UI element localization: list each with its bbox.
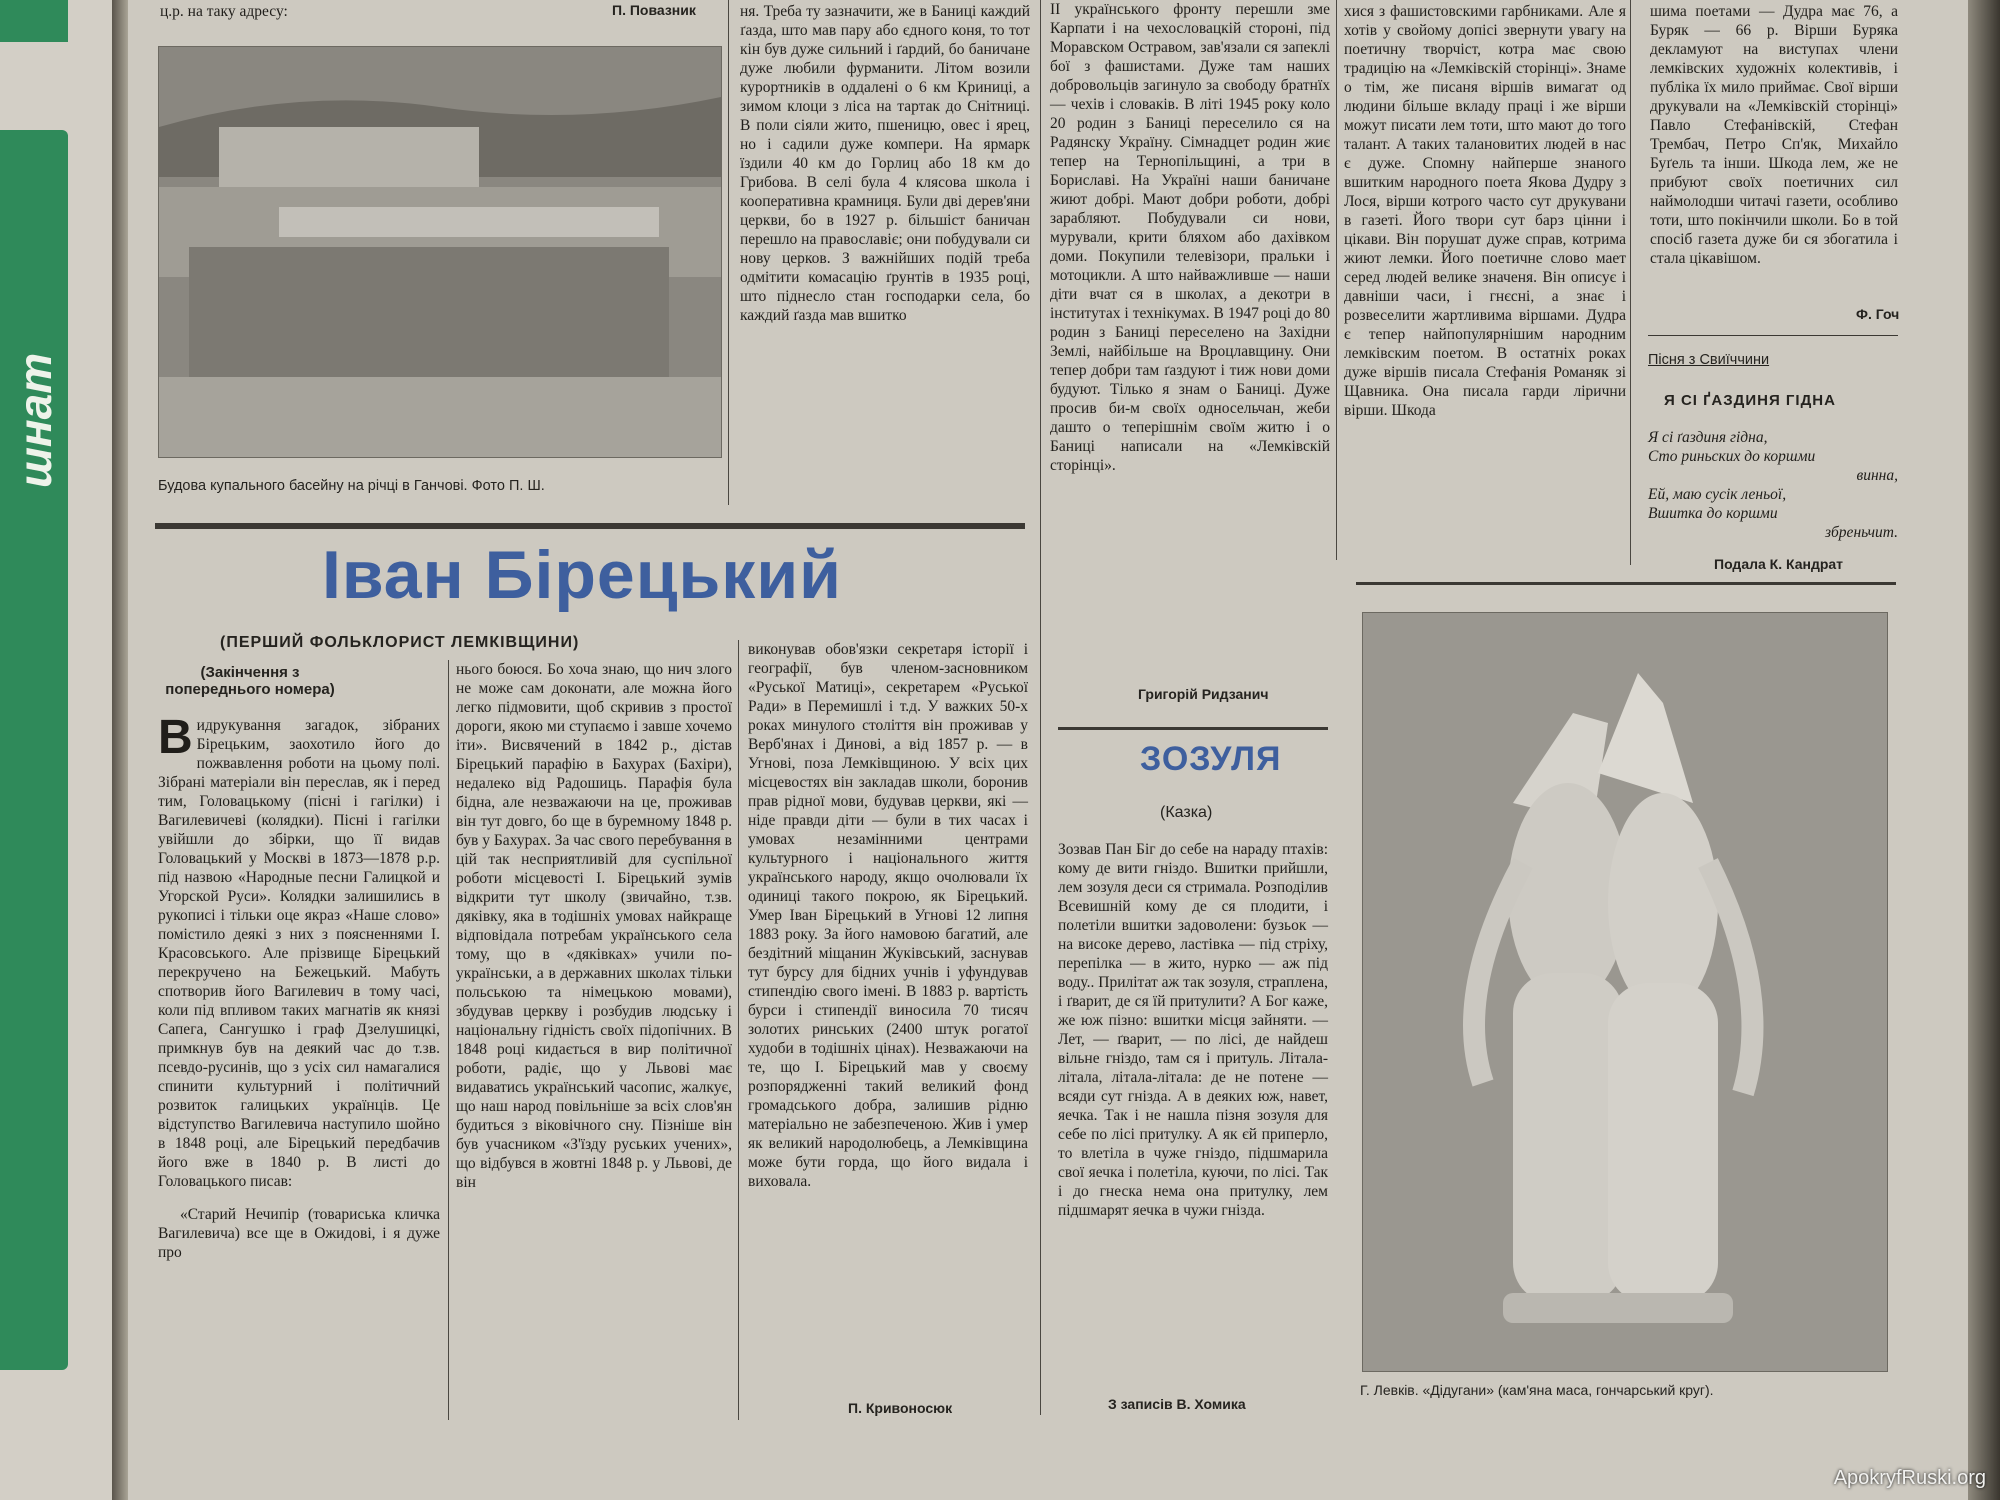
article-col1-text: идрукування загадок, зібраних Біpецьким, заохотило його до пожвавлення роботи на цьому полі. Зібрані матеріали він переслав, як і перед тим, Головацькому (пісні і гагілки) і Вагилевичеві (колядки). Пісні і гагілки увійшли до збірки, що її видав Головацький у Москві в 1873—1878 р.р. під назвою «Народные песни Галицкой и Угорской Руси». Колядки залишились в рукописі і тільки оце якраз «Наше слово» помістило деякі з них з поясненнями І. Красовського. Але прізвище Біpецький перекручено на Бежецький. Мабуть спотворив його Вагилевич в тому часі, коли під впливом таких магнатів як князі Сапега, Сангушко і граф Дзелушицкі, примкнув був на деякий час до т.зв. псевдо-русинів, що з усіх сил намагалися спинити культурний і політичний розвиток галицьких українців. Це відступство Вагилевича наступило шойно в 1848 році, але Біpецький передбачив його вже в 1840 р. В листі до Головацького писав: bbox=[158, 717, 440, 1190]
article-headline: Іван Біpецький bbox=[322, 537, 842, 613]
top-col3-credit: Григорій Ридзанич bbox=[1138, 686, 1269, 702]
watermark: ApokryfRuski.org bbox=[1833, 1467, 1986, 1489]
pool-photo-caption: Будова купального басейну на річці в Ганчові. Фото П. Ш. bbox=[158, 478, 545, 494]
song-verse bbox=[1648, 428, 1898, 542]
song-line: збреньчит. bbox=[1824, 524, 1898, 541]
article-top-rule bbox=[155, 523, 1025, 529]
top-col1-tail: ц.р. на таку адресу: bbox=[160, 3, 288, 20]
article-dropcap: В bbox=[158, 711, 193, 764]
song-kicker: Пісня з Свиїччини bbox=[1648, 352, 1770, 368]
column-divider bbox=[1040, 0, 1041, 1415]
article-col2-text: нього боюся. Бо хоча знаю, що нич злого не може сам доконати, але можна його легко підмовити, щоб скривив з простої дороги, якою ми ступаємо і завше хочемо іти». Висвячений в 1842 р., дістав Біpецький парафію в Бахурах (Бахіри), недалеко від Радошиць. Парафія була бідна, але незважаючи на це, проживав він тут довго, бо ще в буремному 1848 р. був у Бахурах. За час свого перебування в цій так несприятливій для суспільної роботи місцевості І. Біpецький зумів відкрити тут школу (звичайно, т.зв. дяківку, яка в тодішніх умовах найкраще відповідала потребам українського села тому, що в «дяківках» учили по-українськи, а в державних школах тільки польською та німецькою мовами), збудував церкву і розбудив людську і національну гідність своїх підопічних. В 1848 році кидається в вир політичної роботи, радіє, що у Львові має видаватись український часопис, жалкує, що наш народ повільніше за всіх слов'ян будиться з віковічного сну. Пізніше він був учасником «З'їзду руських учених», що відбувся в жовтні 1848 р. у Львові, де він bbox=[456, 661, 732, 1191]
story-rule bbox=[1058, 727, 1328, 730]
song-credit: Подала К. Кандрат bbox=[1714, 556, 1844, 572]
song-line: Я сі ґаздиня гідна, bbox=[1648, 429, 1768, 446]
page-edge bbox=[1968, 0, 2000, 1500]
column-divider bbox=[738, 640, 739, 1420]
article-col1-quote: «Старий Нечипір (товариська кличка Вагилевича) все ще в Ожидові, і я дуже про bbox=[158, 1206, 440, 1261]
story-text: Зозвав Пан Біг до себе на нараду птахів: кому де вити гніздо. Вшитки прийшли, лем зозуля деси ся стримала. Розподілив Всевишній кому де ся плодити, і полетіли вшитки задоволени: бузьок — на високе дерево, ластівка — під стріху, перепілка — в жито, нурко — аж під воду.. Прилітат аж так зозуля, страплена, і ґварит, де ся їй притулити? А Бог каже, же юж пізно: вшитки місця зайняти. — Лет, — ґварит, — по лісі, де найдеш вільне гніздо, там ся і притуль. Літала-літала, літала-літала: де не потене — всяди сут гнізда. А в деяких юж, навет, яечка. Так і не нашла пізня зозуля для себе по лісі притулку. А як єй приперло, то влетіла в чуже гніздо, підшмарила свої яечка і полетіла, куючи, по лісі. Так і до гнеска нема она притулку, лем підшмарят яечка в чужи гнізда. bbox=[1058, 841, 1328, 1219]
top-col4-text: хися з фашистовскими гарбниками. Але я хотів у свойому допісі звернути увагу на поетичну творчіст, котра має свою традицію на «Лемківскій сторінці». Знаме о тім, же писаня віршів вимагат од людини більше вкладу праці і же вірши можут писати лем тоти, што мают до того талант. А таких талановитих людей в нас є дуже. Спомну найперше знаного вшитким народного поета Якова Дудру з Лося, вірши котрого часто сут друкувани в газеті. Його твори сут барз цінни і цікави. Він порушат дуже справ, котрима жиют лемки. Його поетичне слово мает серед людей велике значеня. Він описує і давніши часи, і гнєсні, а знає і розвеселити жартливима віршами. Дудра є тепер найпопулярнішим народним лемківским поетом. В остатніх роках дуже віршів писала Стефанія Романяк зі Щавника. Она писала гарди лірични вірши. Шкода bbox=[1344, 3, 1626, 419]
top-col5-credit: Ф. Гоч bbox=[1856, 306, 1900, 322]
article-continuation: (Закінчення з попереднього номера) bbox=[165, 664, 335, 698]
top-col5-text: шима поетами — Дудра має 76, а Буряк — 66 р. Вірши Буряка декламуют на виступах члени лемківских художніх колективів, і публіка їх мило приймає. Свої вірши друкували на «Лемківскій сторінці» Павло Стефанівскій, Стефан Трембач, Петро Сп'як, Михайло Буґель та інши. Шкода лем, же не прибуют своїх поетичних сил наймолодши читачі газети, особливо тоти, што покінчили школи. Бо в той спосіб газета дуже би ся збогатила і стала цікавішом. bbox=[1650, 3, 1898, 267]
pool-photo bbox=[158, 46, 722, 458]
top-col1-credit: П. Повазник bbox=[612, 2, 696, 18]
column-divider bbox=[1630, 0, 1631, 565]
song-line: Сто риньских до коршми bbox=[1648, 448, 1816, 465]
top-col2-text: ня. Треба ту зазначити, же в Баниці каждий ґазда, што мав пару або єдного коня, то тот кін був дуже сильний і ґардий, бо баничане дуже любили фурманити. Літом возили курортників в оддалені о 6 км Криниці, а зимом клоци з ліса на тартак до Снітниці. В поли сіяли жито, пшеницю, овес і ярец, но і садили дуже компери. На ярмарк їздили 40 км до Горлиц або 18 км до Грибова. В селі була 4 клясова школа і кооперативна крамниця. Були дві дерев'яни церкви, бо в 1927 р. більшіст баничан перешло на православіє; они побудували си нову церков. З важнійших подій треба одмітити комасацію ґрунтів в 1935 році, што піднесло стан господарки села, бо каждий ґазда мав вшитко bbox=[740, 3, 1030, 324]
song-rule bbox=[1648, 335, 1898, 336]
column-divider bbox=[728, 0, 729, 505]
green-strip-top bbox=[0, 0, 68, 42]
song-title: Я СІ ҐАЗДИНЯ ГІДНА bbox=[1664, 392, 1836, 409]
gutter bbox=[112, 0, 128, 1500]
article-col1 bbox=[158, 711, 440, 1262]
strip-word: шнат bbox=[9, 352, 61, 488]
top-col3-text: ІІ українського фронту перешли зме Карпати і на чехословацкій стороні, під Моравском Остравом, зав'язали ся запеклі бої з фашистами. Дуже там наших добровольців загинуло за свободу братнїх — чехів і словаків. В літі 1945 року коло 20 родин з Баниці переселило ся на Радянску Україну. Сімнадцет родин жиє тепер на Тернопільщині, а три в Бориславі. На Україні наши баничане жиют добрі. Мают добри роботи, добрі зарабляют. Побудували си нови, мурували, крити бляхом або дахівком доми. Покупили телевізори, пральки і мотоцикли. А што найважливше — наши діти вчат ся в школах, а декотри в інститутах і технікумах. В 1947 році до 80 родин з Баниці переселено на Західни Землі, найбільше на Вроцлавщину. Они тепер добри там ґаздуют і тиж нови доми будуют. Тілько я знам о Баниці. Дуже просив би-м своїх односельчан, жеби дашто о теперішнім своїм житю і о Баниці написали на «Лемківскій сторінці». bbox=[1050, 1, 1330, 474]
green-magazine-strip bbox=[0, 130, 68, 1370]
article-col3-text: виконував обов'язки секретаря історії і географії, був членом-засновником «Руської Матиці», секретарем «Руської Ради» в Перемишлі і т.д. У важких 50-х роках минулого століття він проживав у Верб'янах і Динові, а від 1857 р. — в Угнові, поза Лемківщиною. У всіх цих місцевостях він закладав школи, боронив прав рідної мови, будував церкви, які — ніде правди діти — були в тих часах і умовах незамінними центрами культурного і національного життя українського народу, якщо очолювали їх одиниці такого покрою, як Біpецький. Умер Іван Біpецький в Угнові 12 липня 1883 року. За його намовою багатий, але бездітний міщанин Жуківський, заснував тут бурсу для бідних учнів і уфундував стипендію свого імені. В 1883 р. вартість бурси і стипендії виносила 70 тисяч золотих ринських (2400 штук рогатої худоби в тодішніх цінах). Незважаючи на те, що І. Біpецький мав у своєму розпорядженні такий великий фонд громадського добра, залишив рідню матеріально не забезпеченою. Жив і умер як великий народолюбець, а Лемківщина може бути горда, що його видала і виховала. bbox=[748, 641, 1028, 1190]
article-credit: П. Кривоносюк bbox=[848, 1400, 953, 1416]
song-line: винна, bbox=[1856, 467, 1898, 484]
column-divider bbox=[1336, 0, 1337, 560]
sculpture-caption: Г. Левків. «Дідугани» (кам'яна маса, гончарський круг). bbox=[1360, 1382, 1714, 1398]
photo-rule bbox=[1356, 582, 1896, 585]
story-genre: (Казка) bbox=[1160, 804, 1213, 821]
column-divider bbox=[448, 660, 449, 1420]
story-title: ЗОЗУЛЯ bbox=[1140, 740, 1282, 778]
story-credit: З записів В. Хомика bbox=[1108, 1396, 1246, 1412]
song-line: Ей, маю сусік леньої, bbox=[1648, 486, 1787, 503]
article-subtitle: (ПЕРШИЙ ФОЛЬКЛОРИСТ ЛЕМКІВЩИНИ) bbox=[220, 634, 580, 651]
sculpture-photo bbox=[1362, 612, 1888, 1372]
song-line: Вшитка до коршми bbox=[1648, 505, 1778, 522]
